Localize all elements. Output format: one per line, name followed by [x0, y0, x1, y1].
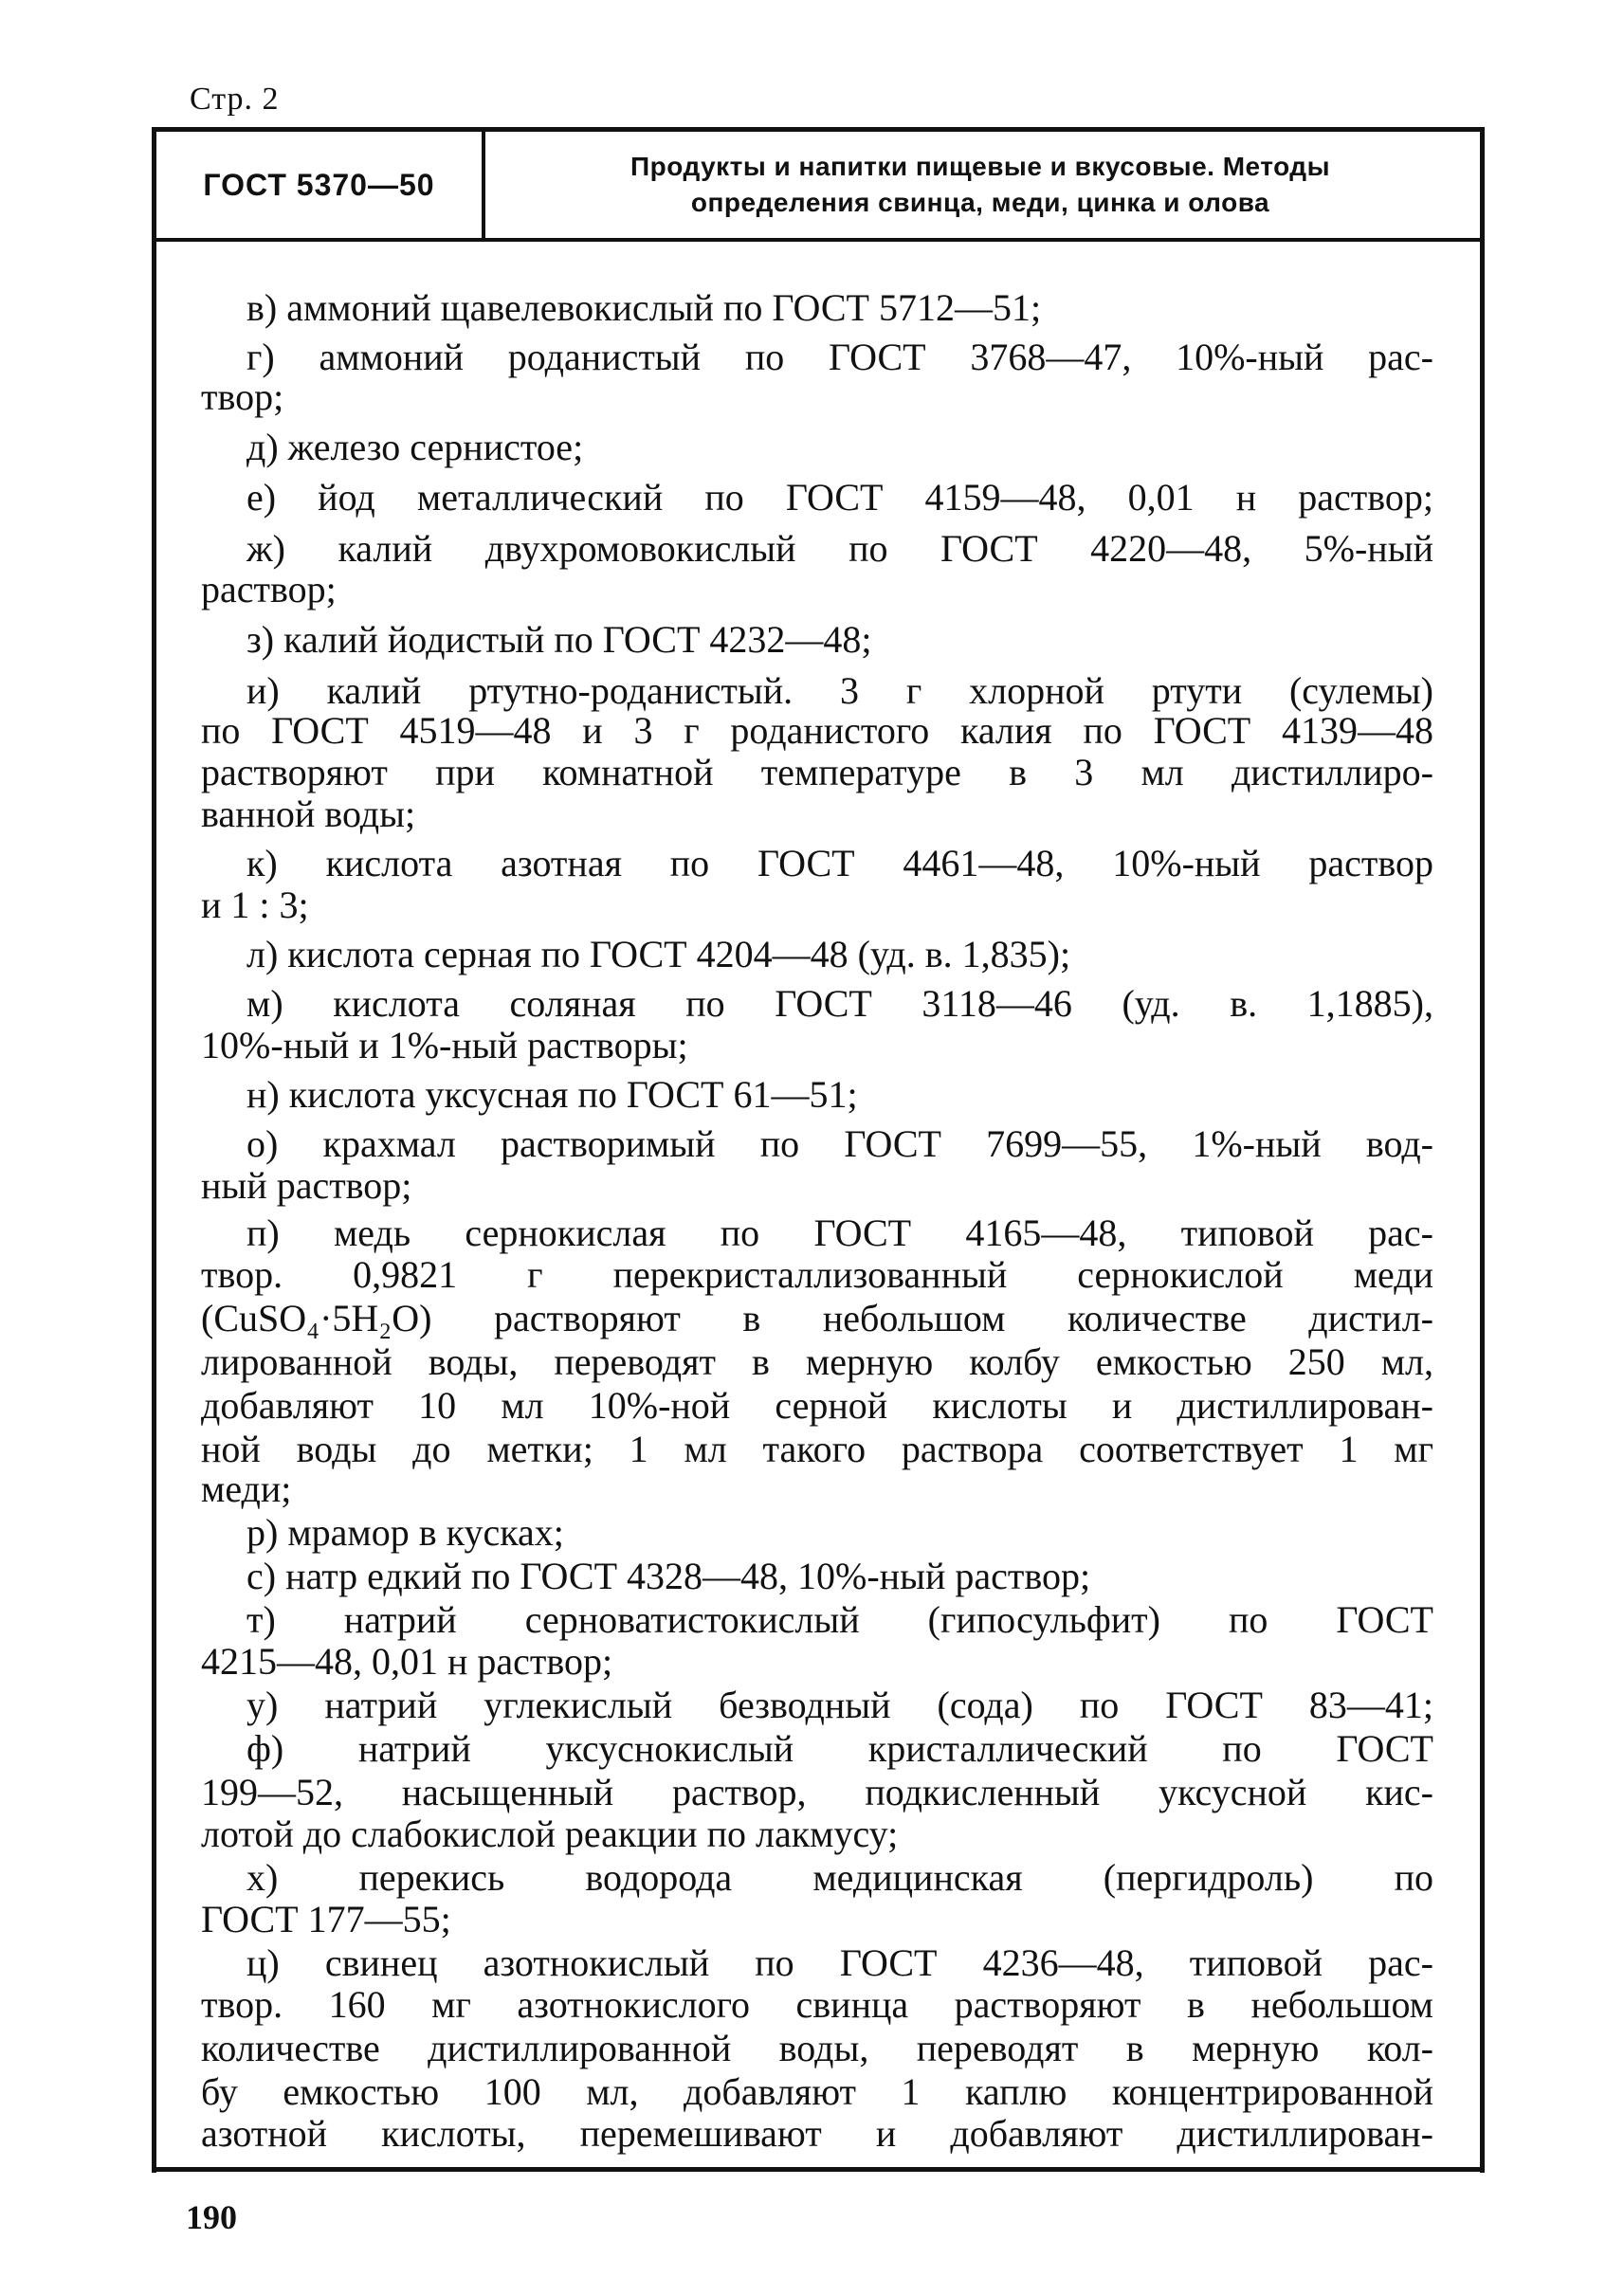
body-line: з) калий йодистый по ГОСТ 4232—48; — [246, 618, 872, 661]
body-line: ванной воды; — [201, 792, 416, 835]
body-line: ж) калий двухромовокислый по ГОСТ 4220—48, 5%-ный — [246, 527, 1433, 570]
body-line: ный раствор; — [201, 1164, 412, 1207]
body-line: о) крахмал растворимый по ГОСТ 7699—55, 1%-ный вод- — [246, 1122, 1433, 1165]
body-line: азотной кислоты, перемешивают и добавляют дистиллирован- — [201, 2112, 1433, 2155]
body-line: ГОСТ 177—55; — [201, 1898, 451, 1940]
body-line: м) кислота соляная по ГОСТ 3118—46 (уд. в. 1,1885), — [246, 982, 1433, 1025]
body-line: и) калий ртутно-роданистый. 3 г хлорной ртути (сулемы) — [246, 669, 1433, 712]
body-line: р) мрамор в кусках; — [246, 1511, 564, 1554]
body-line: с) натр едкий по ГОСТ 4328—48, 10%-ный раствор; — [246, 1555, 1091, 1597]
body-line: меди; — [201, 1467, 292, 1510]
document-title-line-2: определения свинца, меди, цинка и олова — [690, 188, 1270, 217]
body-line: 10%-ный и 1%-ный растворы; — [201, 1024, 688, 1066]
body-line: е) йод металлический по ГОСТ 4159—48, 0,01 н раствор; — [246, 476, 1433, 519]
body-line: у) натрий углекислый безводный (сода) по ГОСТ 83—41; — [246, 1684, 1433, 1726]
body-line: г) аммоний роданистый по ГОСТ 3768—47, 10%-ный рас- — [246, 336, 1433, 378]
body-line: лированной воды, переводят в мерную колбу емкостью 250 мл, — [201, 1340, 1433, 1383]
body-line: твор. 160 мг азотнокислого свинца растворяют в небольшом — [201, 1983, 1433, 2026]
body-line: в) аммоний щавелевокислый по ГОСТ 5712—51; — [246, 286, 1042, 329]
body-line: по ГОСТ 4519—48 и 3 г роданистого калия по ГОСТ 4139—48 — [201, 709, 1433, 752]
gost-number: ГОСТ 5370—50 — [203, 167, 435, 202]
frame-bottom-rule — [152, 2167, 1485, 2172]
body-line: растворяют при комнатной температуре в 3 мл дистиллиро- — [201, 751, 1433, 793]
page-number: 190 — [186, 2198, 237, 2236]
body-line: (CuSO₄·5H₂O) растворяют в небольшом количестве дистил- — [201, 1297, 1433, 1339]
body-line: твор. 0,9821 г перекристаллизованный сернокислой меди — [201, 1253, 1433, 1296]
body-line: ц) свинец азотнокислый по ГОСТ 4236—48, типовой рас- — [246, 1941, 1433, 1984]
body-line: лотой до слабокислой реакции по лакмусу; — [201, 1812, 899, 1855]
body-line: 4215—48, 0,01 н раствор; — [201, 1640, 613, 1683]
body-line: т) натрий серноватистокислый (гипосульфит) по ГОСТ — [246, 1598, 1433, 1641]
body-line: ф) натрий уксуснокислый кристаллический по ГОСТ — [246, 1727, 1433, 1770]
body-line: раствор; — [201, 568, 337, 610]
body-line: количестве дистиллированной воды, переводят в мерную кол- — [201, 2027, 1433, 2069]
body-line: 199—52, насыщенный раствор, подкисленный уксусной кис- — [201, 1771, 1433, 1813]
body-line: н) кислота уксусная по ГОСТ 61—51; — [246, 1073, 858, 1116]
body-line: х) перекись водорода медицинская (пергидроль) по — [246, 1856, 1433, 1899]
body-line: ной воды до метки; 1 мл такого раствора соответствует 1 мг — [201, 1428, 1433, 1470]
body-line: д) железо сернистое; — [246, 426, 584, 468]
body-line: бу емкостью 100 мл, добавляют 1 каплю концентрированной — [201, 2070, 1433, 2113]
document-title-line-1: Продукты и напитки пищевые и вкусовые. Методы — [630, 152, 1330, 181]
document-title — [485, 132, 1475, 238]
body-line: п) медь сернокислая по ГОСТ 4165—48, типовой рас- — [246, 1211, 1433, 1254]
body-line: добавляют 10 мл 10%-ной серной кислоты и дистиллирован- — [201, 1384, 1433, 1427]
body-line: к) кислота азотная по ГОСТ 4461—48, 10%-ный раствор — [246, 842, 1433, 884]
body-line: л) кислота серная по ГОСТ 4204—48 (уд. в. 1,835); — [246, 933, 1071, 975]
body-line: твор; — [201, 375, 284, 418]
page-label: Стр. 2 — [190, 82, 280, 117]
header-bottom-rule — [152, 238, 1485, 242]
body-line: и 1 : 3; — [201, 883, 309, 926]
